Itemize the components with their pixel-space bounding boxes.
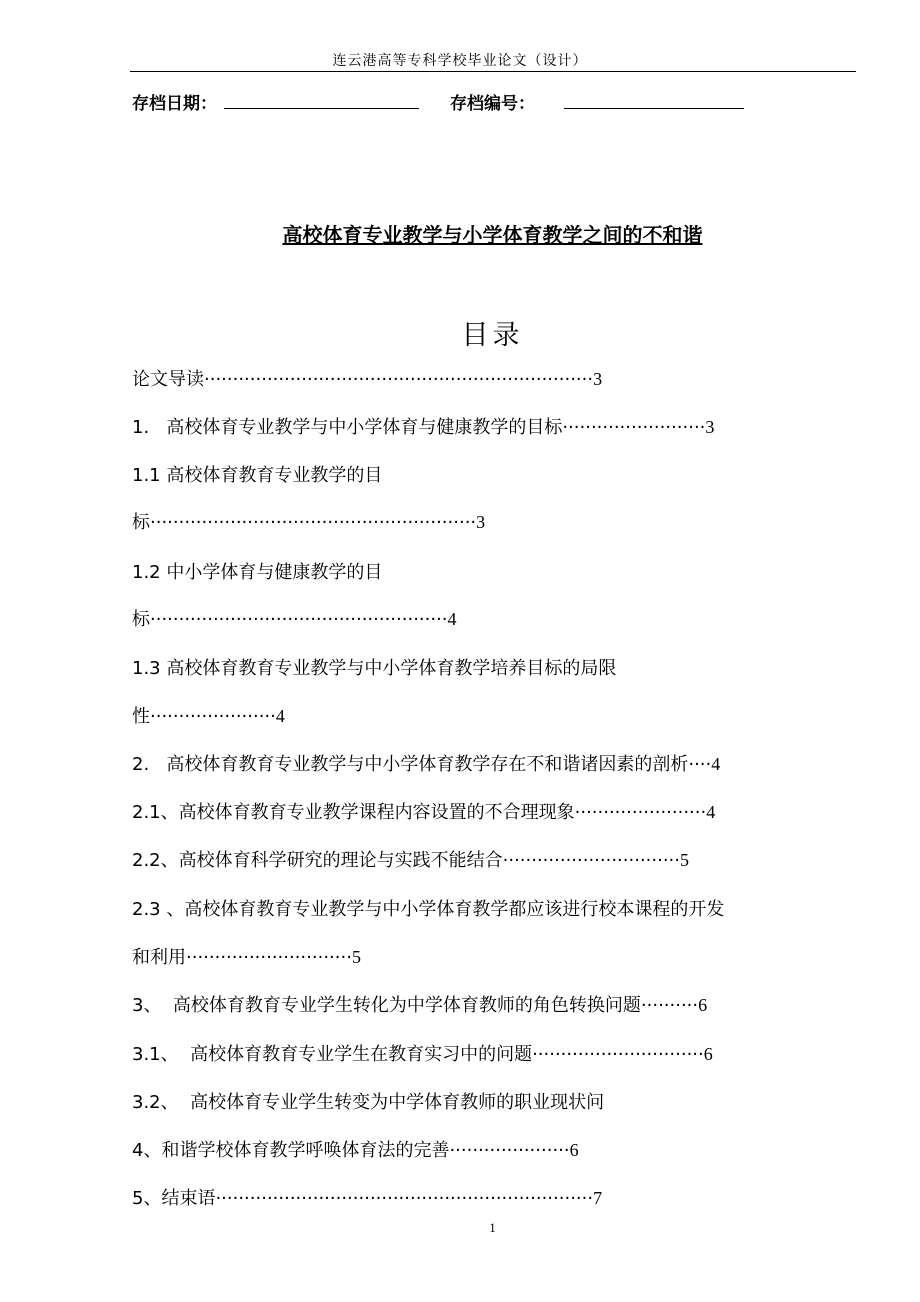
toc-entry[interactable]: [132, 800, 715, 825]
archive-date-label: 存档日期：: [132, 94, 217, 114]
page-number: 1: [489, 1220, 496, 1235]
toc-leader-dots: ·····················: [449, 1140, 570, 1161]
toc-leader-dots: ·······························: [502, 850, 680, 871]
toc-leader-dots: ······························: [532, 1044, 704, 1065]
toc-entry[interactable]: [132, 1042, 713, 1067]
toc-title: 目录: [461, 320, 524, 351]
toc-entry-text: 和利用: [132, 947, 186, 968]
toc-page-number: 5: [680, 850, 689, 870]
toc-entry-text: 1.1 高校体育教育专业教学的目: [132, 465, 383, 486]
toc-entry-text: 1.2 中小学体育与健康教学的目: [132, 562, 383, 583]
toc-entry-text: 2. 高校体育教育专业教学与中小学体育教学存在不和谐诸因素的剖析: [132, 754, 689, 775]
toc-leader-dots: ····················································: [150, 609, 448, 630]
archive-date-field[interactable]: [224, 108, 419, 109]
toc-leader-dots: ····: [688, 754, 712, 775]
toc-page-number: 6: [569, 1140, 579, 1160]
toc-page-number: 6: [698, 995, 708, 1015]
toc-entry-text: 4、和谐学校体育教学呼唤体育法的完善: [132, 1140, 450, 1161]
toc-entry-text: 1.3 高校体育教育专业教学与中小学体育教学培养目标的局限: [132, 658, 617, 679]
archive-number-field[interactable]: [564, 108, 744, 109]
toc-entry[interactable]: [132, 897, 724, 922]
toc-entry[interactable]: [132, 1186, 602, 1211]
toc-entry-text: 标: [132, 512, 150, 533]
toc-entry-text: 3.2、 高校体育专业学生转变为中学体育教师的职业现状问: [132, 1092, 605, 1113]
toc-entry-text: 性: [132, 706, 150, 727]
toc-entry[interactable]: [132, 945, 361, 970]
toc-entry[interactable]: [132, 463, 382, 488]
archive-number-label: 存档编号：: [450, 94, 535, 114]
toc-entry-text: 3.1、 高校体育教育专业学生在教育实习中的问题: [132, 1044, 533, 1065]
toc-entry[interactable]: [132, 704, 285, 729]
toc-entry-text: 2.3 、高校体育教育专业教学与中小学体育教学都应该进行校本课程的开发: [132, 899, 725, 920]
toc-page-number: 3: [593, 369, 603, 389]
toc-page-number: 4: [275, 706, 285, 726]
toc-leader-dots: ····································································: [204, 369, 594, 390]
toc-page-number: 3: [476, 512, 486, 532]
toc-leader-dots: ·························: [562, 417, 706, 438]
toc-page-number: 5: [351, 947, 361, 967]
toc-leader-dots: ·····························: [186, 947, 352, 968]
toc-page-number: 4: [706, 802, 716, 822]
toc-leader-dots: ··········: [640, 995, 699, 1016]
toc-leader-dots: ··································································: [215, 1188, 594, 1209]
toc-entry-text: 1. 高校体育专业教学与中小学体育与健康教学的目标: [132, 417, 563, 438]
toc-leader-dots: ·························································: [150, 512, 477, 533]
toc-entry[interactable]: [132, 607, 457, 632]
toc-page-number: 6: [703, 1044, 713, 1064]
toc-entry[interactable]: [132, 367, 602, 392]
toc-entry[interactable]: [132, 560, 382, 585]
toc-entry[interactable]: [132, 656, 616, 681]
toc-entry[interactable]: [132, 848, 689, 873]
toc-page-number: 4: [447, 609, 457, 629]
header-rule: [130, 71, 856, 72]
toc-page-number: 7: [593, 1188, 603, 1208]
archive-row: [132, 89, 772, 115]
toc-entry[interactable]: [132, 1138, 579, 1163]
toc-entry[interactable]: [132, 510, 485, 535]
toc-entry-text: 2.2、高校体育科学研究的理论与实践不能结合: [132, 850, 503, 871]
toc-entry[interactable]: [132, 993, 707, 1018]
toc-page-number: 3: [705, 417, 715, 437]
document-title: 高校体育专业教学与小学体育教学之间的不和谐: [282, 223, 703, 247]
toc-entry[interactable]: [132, 752, 720, 777]
page-header: 连云港高等专科学校毕业论文（设计）: [332, 53, 588, 69]
toc-entry-text: 3、 高校体育教育专业学生转化为中学体育教师的角色转换问题: [132, 995, 641, 1016]
toc-entry[interactable]: [132, 1090, 604, 1115]
toc-entry-text: 2.1、高校体育教育专业教学课程内容设置的不合理现象: [132, 802, 575, 823]
toc-page-number: 4: [711, 754, 721, 774]
toc-leader-dots: ······················: [150, 706, 276, 727]
toc-leader-dots: ·······················: [574, 802, 707, 823]
toc-entry[interactable]: [132, 415, 714, 440]
toc-entry-text: 5、结束语: [132, 1188, 216, 1209]
toc-entry-text: 标: [132, 609, 150, 630]
toc-entry-text: 论文导读: [132, 369, 204, 390]
